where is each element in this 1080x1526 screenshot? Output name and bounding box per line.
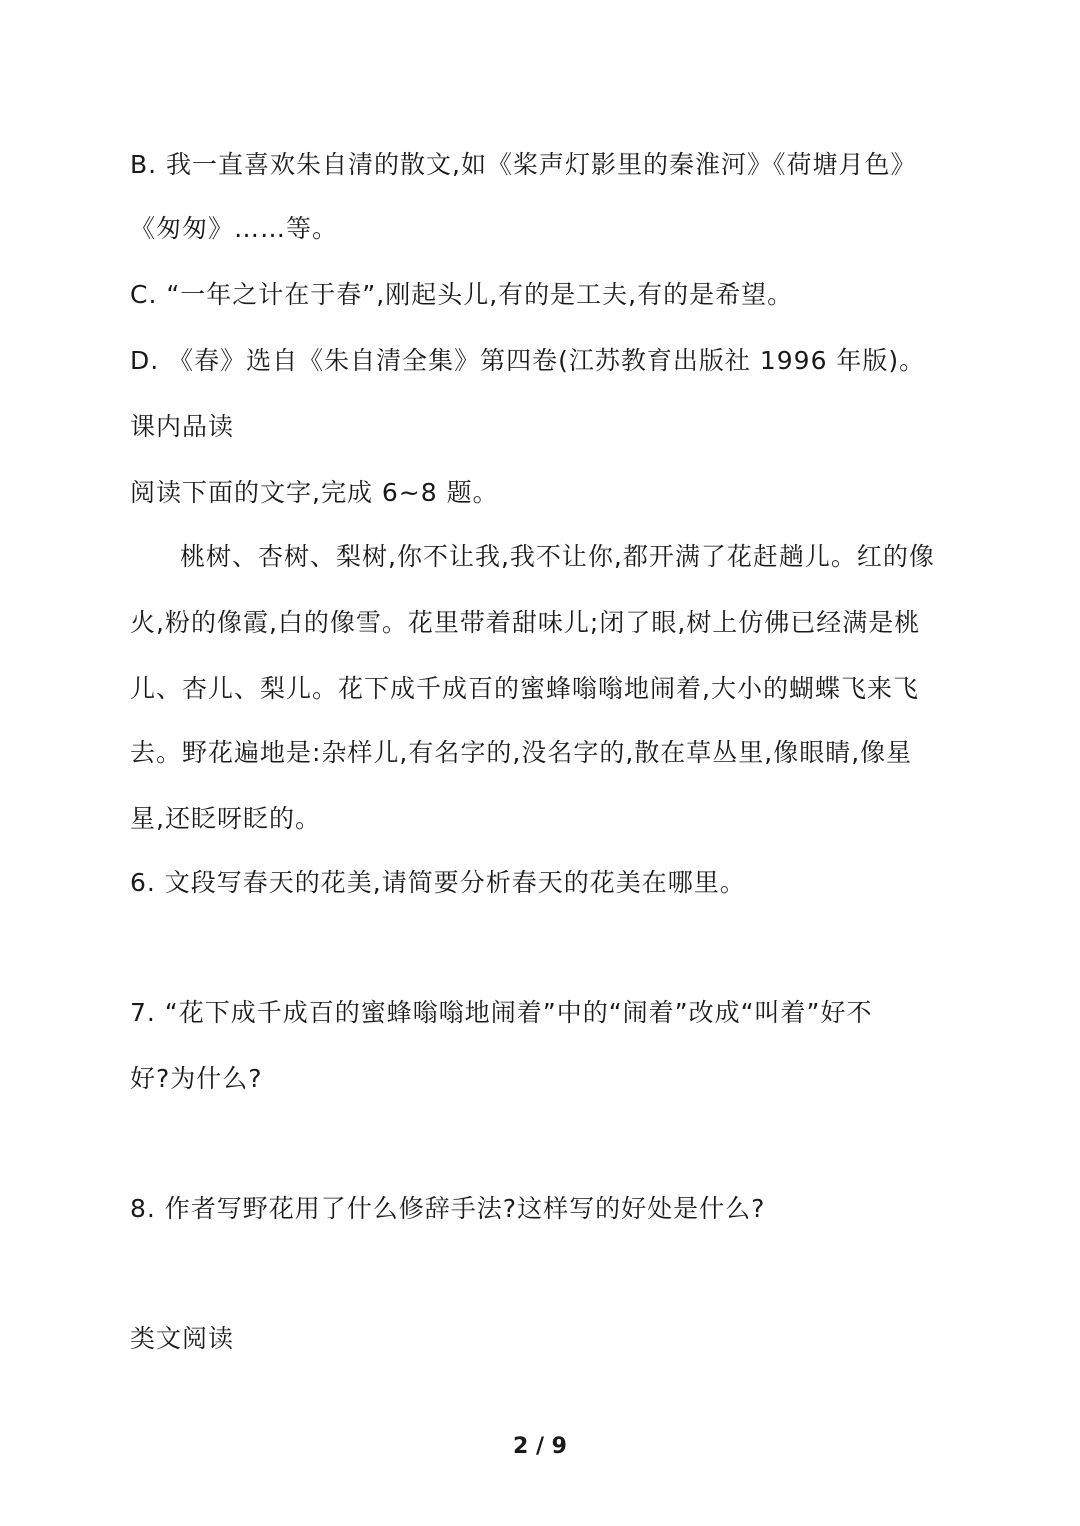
question-6: 6. 文段写春天的花美,请简要分析春天的花美在哪里。: [130, 868, 746, 897]
reading-instruction: 阅读下面的文字,完成 6~8 题。: [130, 478, 499, 507]
question-7-line-1: 7. “花下成千成百的蜜蜂嗡嗡地闹着”中的“闹着”改成“叫着”好不: [130, 998, 873, 1027]
passage-line-1: 桃树、杏树、梨树,你不让我,我不让你,都开满了花赶趟儿。红的像: [180, 542, 935, 571]
question-7-line-2: 好?为什么?: [130, 1064, 263, 1093]
option-b-line-1: B. 我一直喜欢朱自清的散文,如《桨声灯影里的秦淮河》《荷塘月色》: [130, 150, 917, 179]
page-number: 2 / 9: [513, 1434, 567, 1459]
option-d: D. 《春》选自《朱自清全集》第四卷(江苏教育出版社 1996 年版)。: [130, 346, 926, 375]
section-heading-similar: 类文阅读: [130, 1324, 235, 1353]
passage-line-3: 儿、杏儿、梨儿。花下成千成百的蜜蜂嗡嗡地闹着,大小的蝴蝶飞来飞: [130, 674, 919, 703]
passage-line-5: 星,还眨呀眨的。: [130, 804, 321, 833]
passage-line-2: 火,粉的像霞,白的像雪。花里带着甜味儿;闭了眼,树上仿佛已经满是桃: [130, 608, 921, 637]
option-c: C. “一年之计在于春”,刚起头儿,有的是工夫,有的是希望。: [130, 280, 794, 309]
option-b-line-2: 《匆匆》……等。: [130, 214, 339, 243]
question-8: 8. 作者写野花用了什么修辞手法?这样写的好处是什么?: [130, 1194, 766, 1223]
section-heading-in-class: 课内品读: [130, 412, 235, 441]
passage-line-4: 去。野花遍地是:杂样儿,有名字的,没名字的,散在草丛里,像眼睛,像星: [130, 738, 913, 767]
